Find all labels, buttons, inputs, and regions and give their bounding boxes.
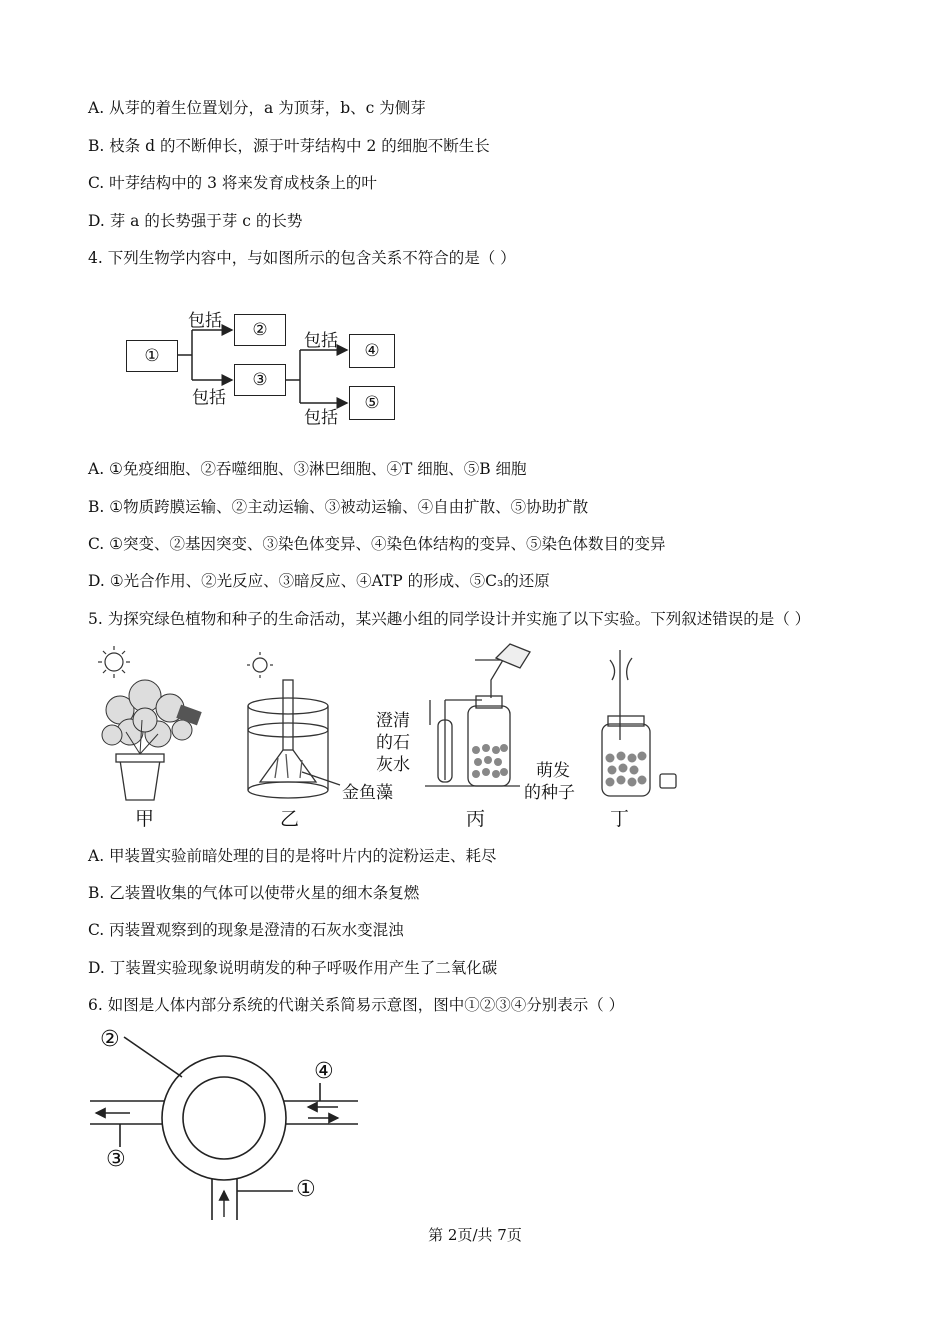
label-circle-1: ① <box>296 1177 316 1202</box>
label-limewater-3: 灰水 <box>376 755 410 775</box>
q5-option-d: D. 丁装置实验现象说明萌发的种子呼吸作用产生了二氧化碳 <box>88 959 498 977</box>
potted-plant-icon <box>102 680 202 800</box>
edge-label-3-4: 包括 <box>304 331 338 351</box>
label-circle-2: ② <box>100 1027 120 1052</box>
label-goldfish-weed: 金鱼藻 <box>342 783 393 803</box>
label-circle-3: ③ <box>106 1147 126 1172</box>
label-limewater-1: 澄清 <box>376 711 410 731</box>
q4-option-d: D. ①光合作用、②光反应、③暗反应、④ATP 的形成、⑤C₃的还原 <box>88 572 550 590</box>
q4-stem: 4. 下列生物学内容中，与如图所示的包含关系不符合的是（ ） <box>88 249 516 267</box>
label-circle-4: ④ <box>314 1059 334 1084</box>
q5-experiment-figure <box>90 640 680 830</box>
q5-stem: 5. 为探究绿色植物和种子的生命活动，某兴趣小组的同学设计并实施了以下实验。下列叙述错误的是（ ） <box>88 610 811 628</box>
edge-label-1-3: 包括 <box>192 388 226 408</box>
q6-metabolism-diagram <box>90 1025 370 1225</box>
page-footer: 第 2页/共 7页 <box>428 1226 522 1244</box>
label-seeds-2: 的种子 <box>524 783 575 803</box>
q4-option-b: B. ①物质跨膜运输、②主动运输、③被动运输、④自由扩散、⑤协助扩散 <box>88 498 589 516</box>
label-seeds-1: 萌发 <box>536 761 570 781</box>
q5-option-b: B. 乙装置收集的气体可以使带火星的细木条复燃 <box>88 884 420 902</box>
edge-label-3-5: 包括 <box>304 408 338 428</box>
edge-label-1-2: 包括 <box>188 311 222 331</box>
q3-option-b: B. 枝条 d 的不断伸长，源于叶芽结构中 2 的细胞不断生长 <box>88 137 490 155</box>
q5-option-c: C. 丙装置观察到的现象是澄清的石灰水变混浊 <box>88 921 404 939</box>
node-2: ② <box>234 314 286 346</box>
label-limewater-2: 的石 <box>376 733 410 753</box>
q4-option-a: A. ①免疫细胞、②吞噬细胞、③淋巴细胞、④T 细胞、⑤B 细胞 <box>88 460 527 478</box>
sun-icon-2 <box>247 652 273 678</box>
node-5: ⑤ <box>349 386 395 420</box>
node-3: ③ <box>234 364 286 396</box>
jar-limewater-apparatus <box>425 644 530 786</box>
beaker-funnel-apparatus <box>248 680 340 798</box>
jar-candle-apparatus <box>602 650 676 796</box>
q3-option-d: D. 芽 a 的长势强于芽 c 的长势 <box>88 212 303 230</box>
label-ding: 丁 <box>610 808 630 830</box>
node-4: ④ <box>349 334 395 368</box>
q6-stem: 6. 如图是人体内部分系统的代谢关系简易示意图，图中①②③④分别表示（ ） <box>88 996 625 1014</box>
q4-option-c: C. ①突变、②基因突变、③染色体变异、④染色体结构的变异、⑤染色体数目的变异 <box>88 535 666 553</box>
label-jia: 甲 <box>135 808 155 830</box>
sun-icon <box>98 646 130 678</box>
node-1: ① <box>126 340 178 372</box>
q4-inclusion-diagram <box>120 300 410 430</box>
label-bing: 丙 <box>466 808 486 830</box>
q3-option-c: C. 叶芽结构中的 3 将来发育成枝条上的叶 <box>88 174 377 192</box>
q5-option-a: A. 甲装置实验前暗处理的目的是将叶片内的淀粉运走、耗尽 <box>88 847 497 865</box>
label-yi: 乙 <box>280 808 300 830</box>
q3-option-a: A. 从芽的着生位置划分，a 为顶芽，b、c 为侧芽 <box>88 99 426 117</box>
